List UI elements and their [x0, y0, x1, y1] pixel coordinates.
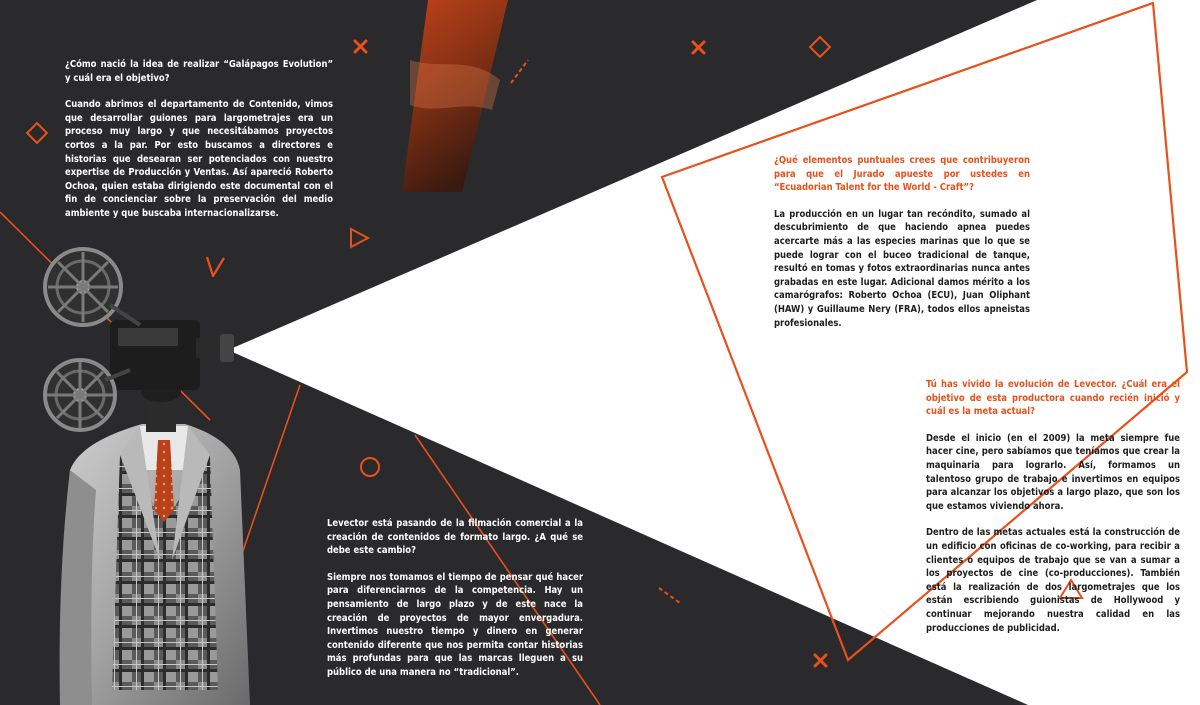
- answer-2: La producción en un lugar tan recóndito, sumado al descubrimiento de que haciendo apnea puedes acercarte más a las especies marinas que lo que se puede lograr con el buceo tradicional de tanque, resultó en tomas y fotos extraordinarias nunca antes grabadas en este lugar. Adicional damos mérito a los camarógrafos: Roberto Ochoa (ECU), Juan Oliphant (HAW) y Guillaume Nery (FRA), todos ellos apneistas profesionales.: [774, 208, 1030, 329]
- interview-block-2: [774, 154, 1030, 343]
- answer-4: Siempre nos tomamos el tiempo de pensar qué hacer para diferenciarnos de la competencia. Hay un pensamiento de largo plazo y de este nace la creación de proyectos de mayor envergadura. Invertimos nuestro tiempo y dinero en generar contenido diferente que nos permita contar historias más profundas para que las marcas lleguen a su público de una manera no “tradicional”.: [327, 571, 583, 678]
- x-mark-icon: [693, 42, 704, 53]
- dashed-line: [659, 588, 680, 603]
- dashed-line: [511, 60, 528, 83]
- x-mark-icon: [355, 41, 366, 52]
- x-mark-icon: [815, 655, 826, 666]
- question-1: ¿Cómo nació la idea de realizar “Galápagos Evolution” y cuál era el objetivo?: [65, 59, 333, 84]
- interview-block-1: [65, 58, 333, 234]
- question-3: Tú has vivido la evolución de Levector. ¿Cuál era el objetivo de esta productora cuando recién inició y cuál es la meta actual?: [926, 379, 1180, 418]
- answer-3a: Desde el inicio (en el 2009) la meta siempre fue hacer cine, pero sabíamos que teníamos que crear la maquinaria para lograrlo. Así, formamos un talentoso grupo de trabajo e invertimos en equipos para alcanzar los objetivos a largo plazo, que son los que estamos viviendo ahora.: [926, 432, 1180, 512]
- triangle-icon: [351, 229, 368, 247]
- circle-icon: [361, 458, 379, 476]
- question-4: Levector está pasando de la filmación comercial a la creación de contenidos de formato largo. ¿A qué se debe este cambio?: [327, 518, 583, 557]
- interview-block-4: [327, 517, 583, 693]
- diamond-icon: [810, 37, 830, 57]
- projector-man-illustration: [45, 249, 250, 705]
- arrow-down-icon: [207, 257, 224, 276]
- answer-3b: Dentro de las metas actuales está la construcción de un edificio con oficinas de co-working, para recibir a clientes o equipos de trabajo que se van a sumar a los proyectos de cine (co-producciones). También está la realización de dos largometrajes que los están escribiendo guionistas de Hollywood y continuar mejorando nuestra calidad en las producciones de publicidad.: [926, 527, 1180, 634]
- interview-block-3: [926, 378, 1180, 648]
- question-2: ¿Qué elementos puntuales crees que contribuyeron para que el Jurado apueste por ustedes en “Ecuadorian Talent for the World - Craft”?: [774, 155, 1030, 194]
- answer-1: Cuando abrimos el departamento de Contenido, vimos que desarrollar guiones para largometrajes era un proceso muy largo y que necesitábamos proyectos cortos a la par. Por esto buscamos a directores e historias que desearan ser potenciados con nuestro expertise de Producción y Ventas. Así apareció Roberto Ochoa, quien estaba dirigiendo este documental con el fin de concienciar sobre la preservación del medio ambiente y que buscaba internacionalizarse.: [65, 99, 333, 219]
- diamond-icon: [27, 123, 47, 143]
